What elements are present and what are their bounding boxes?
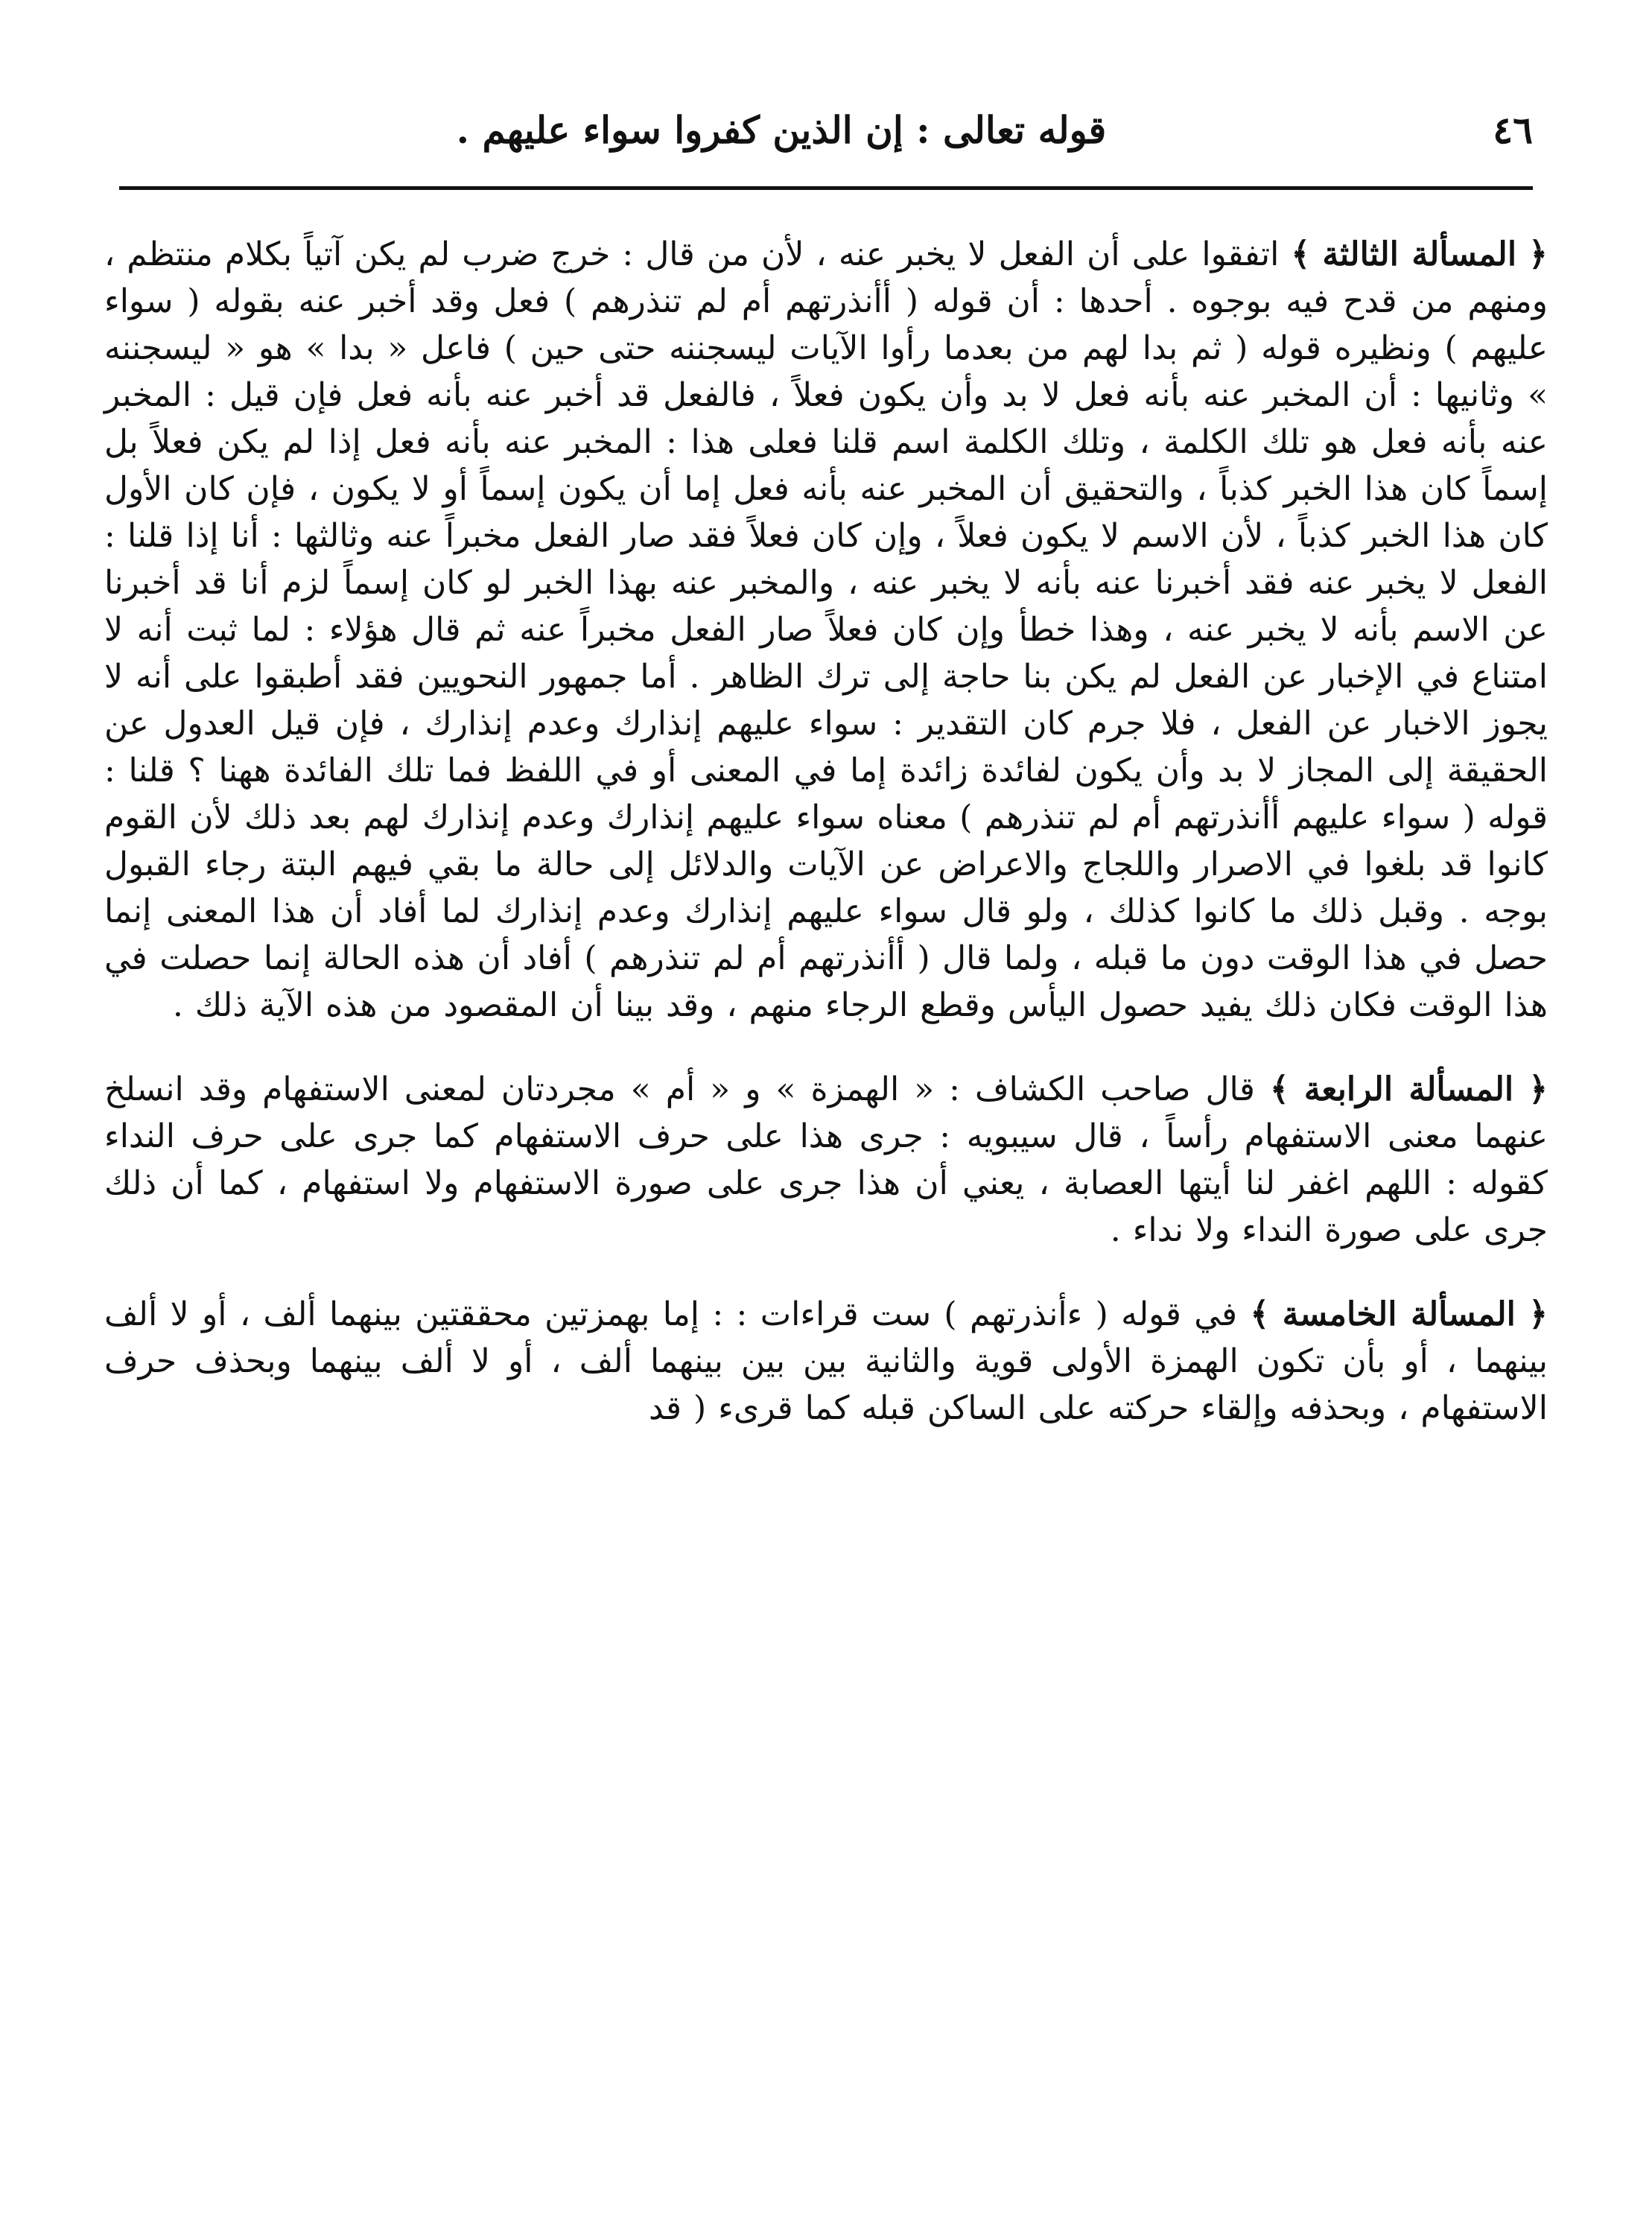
paragraph-masala-4 xyxy=(104,1066,1548,1254)
section-heading: المسألة الرابعة xyxy=(1303,1070,1514,1108)
page-number: ٤٦ xyxy=(1493,108,1533,152)
paragraph-text: قال صاحب الكشاف : « الهمزة » و « أم » مجردتان لمعنى الاستفهام وقد انسلخ عنهما معنى الاستفهام رأساً ، قال سيبويه : جرى هذا على حرف الاستفهام كما جرى على حرف النداء كقوله : اللهم اغفر لنا أيتها العصابة ، يعني أن هذا جرى على صورة الاستفهام ولا استفهام ، كما أن ذلك جرى على صورة النداء ولا نداء . xyxy=(104,1070,1548,1249)
header-rule xyxy=(119,186,1533,190)
paragraph-masala-3 xyxy=(104,231,1548,1029)
running-header xyxy=(119,101,1533,168)
ornate-bracket-close: ﴾ xyxy=(1250,1295,1270,1333)
body-text xyxy=(104,231,1548,1432)
running-title: قوله تعالى : إن الذين كفروا سواء عليهم . xyxy=(456,108,1107,152)
paragraph-text: في قوله ( ءأنذرتهم ) ست قراءات : : إما بهمزتين محققتين بينهما ألف ، أو لا ألف بينهما ، أو بأن تكون الهمزة الأولى قوية والثانية بين بين بينهما ألف ، أو لا ألف بينهما وبحذف حرف الاستفهام ، وبحذفه وإلقاء حركته على الساكن قبله كما قرىء ( قد xyxy=(104,1295,1548,1427)
section-heading: المسألة الخامسة xyxy=(1282,1295,1516,1333)
ornate-bracket-close: ﴾ xyxy=(1291,235,1311,273)
ornate-bracket-close: ﴾ xyxy=(1270,1070,1289,1108)
paragraph-text: اتفقوا على أن الفعل لا يخبر عنه ، لأن من قال : خرج ضرب لم يكن آتياً بكلام منتظم ، ومنهم من قدح فيه بوجوه . أحدها : أن قوله ( أأنذرتهم أم لم تنذرهم ) فعل وقد أخبر عنه بقوله ( سواء عليهم ) ونظيره قوله ( ثم بدا لهم من بعدما رأوا الآيات ليسجننه حتى حين ) فاعل « بدا » هو « ليسجننه » وثانيها : أن المخبر عنه بأنه فعل لا بد وأن يكون فعلاً ، فالفعل قد أخبر عنه بأنه فعل فإن قيل : المخبر عنه بأنه فعل هو تلك الكلمة ، وتلك الكلمة اسم قلنا فعلى هذا : المخبر عنه بأنه فعل إذا لم يكن فعلاً بل إسماً كان هذا الخبر كذباً ، والتحقيق أن المخبر عنه بأنه فعل إما أن يكون إسماً أو لا يكون ، فإن كان الأول كان هذا الخبر كذباً ، لأن الاسم لا يكون فعلاً ، وإن كان فعلاً فقد صار الفعل مخبراً عنه وثالثها : أنا إذا قلنا : الفعل لا يخبر عنه فقد أخبرنا عنه بأنه لا يخبر عنه ، والمخبر عنه بهذا الخبر لو كان إسماً لزم أنا قد أخبرنا عن الاسم بأنه لا يخبر عنه ، وهذا خطأ وإن كان فعلاً صار الفعل مخبراً عنه ثم قال هؤلاء : لما ثبت أنه لا امتناع في الإخبار عن الفعل لم يكن بنا حاجة إلى ترك الظاهر . أما جمهور النحويين فقد أطبقوا على أنه لا يجوز الاخبار عن الفعل ، فلا جرم كان التقدير : سواء عليهم إنذارك وعدم إنذارك ، فإن قيل العدول عن الحقيقة إلى المجاز لا بد وأن يكون لفائدة زائدة إما في المعنى أو في اللفظ فما تلك الفائدة ههنا ؟ قلنا : قوله ( سواء عليهم أأنذرتهم أم لم تنذرهم ) معناه سواء عليهم إنذارك وعدم إنذارك لهم بعد ذلك لأن القوم كانوا قد بلغوا في الاصرار واللجاج والاعراض عن الآيات والدلائل إلى حالة ما بقي فيهم البتة رجاء القبول بوجه . وقبل ذلك ما كانوا كذلك ، ولو قال سواء عليهم إنذارك وعدم إنذارك لما أفاد أن هذا المعنى إنما حصل في هذا الوقت دون ما قبله ، ولما قال ( أأنذرتهم أم لم تنذرهم ) أفاد أن هذه الحالة إنما حصلت في هذا الوقت فكان ذلك يفيد حصول اليأس وقطع الرجاء منهم ، وقد بينا أن المقصود من هذه الآية ذلك . xyxy=(104,235,1548,1024)
ornate-bracket-open: ﴿ xyxy=(1528,1070,1548,1108)
ornate-bracket-open: ﴿ xyxy=(1528,1295,1548,1333)
section-heading: المسألة الثالثة xyxy=(1322,235,1517,273)
paragraph-masala-5 xyxy=(104,1291,1548,1432)
ornate-bracket-open: ﴿ xyxy=(1528,235,1548,273)
